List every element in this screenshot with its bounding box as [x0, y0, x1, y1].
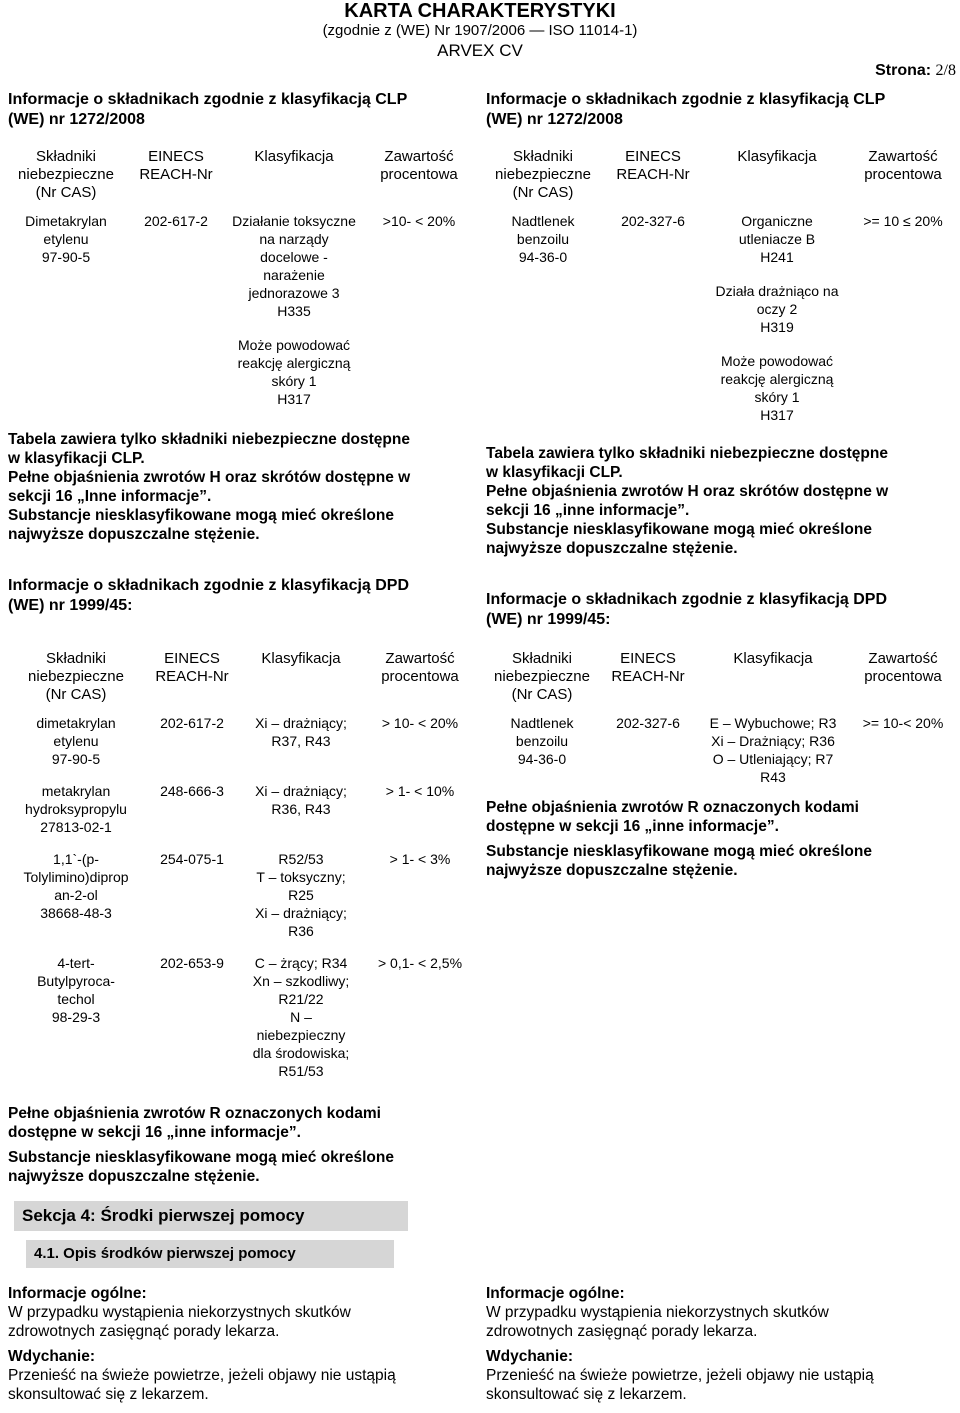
classification-block — [706, 212, 848, 266]
ingredient-line: 38668-48-3 — [40, 905, 112, 921]
classification-line: R43 — [760, 769, 786, 785]
header-classification: Klasyfikacja — [254, 148, 334, 165]
classification-line: Działa drażniąco na — [715, 283, 839, 299]
classification-line: H241 — [760, 249, 794, 265]
classification-line: niebezpieczny — [256, 1027, 346, 1043]
note-line: najwyższe dopuszczalne stężenie. — [486, 862, 738, 879]
classification-line: reakcję alergiczną — [720, 371, 834, 387]
page-label: Strona: — [875, 62, 932, 79]
header-classification: Klasyfikacja — [261, 650, 341, 667]
table-header-row — [8, 144, 478, 208]
table-row — [8, 208, 478, 418]
ingredient-line: 94-36-0 — [518, 249, 568, 265]
classification-line: H317 — [760, 407, 794, 423]
classification-line: H317 — [277, 391, 311, 407]
classification-line: R37, R43 — [271, 733, 331, 749]
table-header-row — [486, 646, 958, 710]
classification-cell — [240, 778, 362, 846]
header-content — [848, 144, 958, 208]
classification-line: R36 — [288, 923, 314, 939]
header-ingredient-line: niebezpieczne — [494, 668, 590, 685]
classification-line: R21/22 — [278, 991, 324, 1007]
content-cell: > 0,1- < 2,5% — [377, 955, 463, 971]
header-ingredient — [486, 144, 600, 208]
note-line: dostępne w sekcji 16 „inne informacje”. — [8, 1124, 301, 1141]
einecs-cell: 254-075-1 — [160, 851, 224, 867]
note-line: Substancje niesklasyfikowane mogą mieć określone — [8, 507, 394, 524]
first-aid-left — [8, 1284, 478, 1404]
header-content — [360, 144, 478, 208]
ingredient-line: techol — [57, 991, 95, 1007]
header-content — [848, 646, 958, 710]
classification-line: Może powodować — [720, 353, 834, 369]
header-ingredient-line: (Nr CAS) — [511, 686, 573, 703]
classification-line: na narządy — [259, 231, 329, 247]
general-info-text-1: W przypadku wystąpienia niekorzystnych skutków — [486, 1304, 829, 1321]
clp-table-right — [486, 144, 958, 434]
header-content-line: Zawartość — [868, 650, 938, 667]
first-aid-right — [486, 1284, 958, 1404]
classification-line: R51/53 — [278, 1063, 324, 1079]
note-line: Tabela zawiera tylko składniki niebezpieczne dostępne — [486, 445, 888, 462]
ingredient-line: 98-29-3 — [51, 1009, 101, 1025]
note-line: Pełne objaśnienia zwrotów H oraz skrótów dostępne w — [8, 469, 411, 486]
inhalation-label: Wdychanie: — [486, 1348, 573, 1365]
einecs-cell: 202-617-2 — [144, 213, 208, 229]
classification-line: Xi – drażniący; — [255, 905, 347, 921]
dpd-table-left — [8, 646, 478, 1090]
einecs-cell: 202-653-9 — [160, 955, 224, 971]
classification-line: T – toksyczny; — [256, 869, 346, 885]
classification-block — [228, 212, 360, 320]
classification-cell — [706, 208, 848, 434]
ingredient-cell — [486, 208, 600, 434]
note-line: dostępne w sekcji 16 „inne informacje”. — [486, 818, 779, 835]
classification-line: Organiczne — [741, 213, 813, 229]
content-cell: >= 10 ≤ 20% — [863, 213, 943, 229]
classification-line: reakcję alergiczną — [237, 355, 351, 371]
header-content-line: procentowa — [864, 668, 942, 685]
header-einecs — [144, 646, 240, 710]
inhalation-text-2: skonsultować się z lekarzem. — [8, 1386, 209, 1403]
ingredient-line: Dimetakrylan — [25, 213, 107, 229]
table-row — [8, 950, 478, 1090]
document-title: KARTA CHARAKTERYSTYKI — [344, 0, 616, 22]
ingredient-cell — [8, 710, 144, 778]
table-row — [8, 710, 478, 778]
classification-line: Działanie toksyczne — [232, 213, 356, 229]
header-ingredient-line: niebezpieczne — [28, 668, 124, 685]
header-ingredient — [8, 646, 144, 710]
classification-line: Xi – drażniący; — [255, 783, 347, 799]
header-content-line: procentowa — [864, 166, 942, 183]
classification-line: Może powodować — [237, 337, 351, 353]
header-einecs-line: EINECS — [164, 650, 220, 667]
table-row — [8, 778, 478, 846]
ingredient-line: an-2-ol — [54, 887, 98, 903]
note-line: najwyższe dopuszczalne stężenie. — [486, 540, 738, 557]
note-line: sekcji 16 „inne informacje”. — [486, 502, 690, 519]
note-line: Substancje niesklasyfikowane mogą mieć określone — [486, 843, 872, 860]
table-row — [8, 846, 478, 950]
note-line: Pełne objaśnienia zwrotów R oznaczonych kodami — [8, 1105, 381, 1122]
ingredient-line: benzoilu — [516, 231, 570, 247]
ingredient-cell — [8, 778, 144, 846]
header-content-line: Zawartość — [385, 650, 455, 667]
table-row — [486, 710, 958, 796]
ingredient-line: 97-90-5 — [51, 751, 101, 767]
note-line: Substancje niesklasyfikowane mogą mieć określone — [486, 521, 872, 538]
header-einecs-line: EINECS — [620, 650, 676, 667]
classification-line: skóry 1 — [754, 389, 800, 405]
note-line: Pełne objaśnienia zwrotów R oznaczonych kodami — [486, 799, 859, 816]
classification-line: H335 — [277, 303, 311, 319]
ingredient-line: 97-90-5 — [41, 249, 91, 265]
header-einecs-line: EINECS — [625, 148, 681, 165]
classification-line: narażenie — [263, 267, 325, 283]
classification-line: H319 — [760, 319, 794, 335]
classification-line: N – — [290, 1009, 312, 1025]
einecs-cell: 202-327-6 — [621, 213, 685, 229]
clp-title-right: Informacje o składnikach zgodnie z klasyfikacją CLP (WE) nr 1272/2008 — [486, 91, 886, 128]
ingredient-line: 27813-02-1 — [40, 819, 112, 835]
header-einecs-line: REACH-Nr — [616, 166, 690, 183]
ingredient-cell — [486, 710, 598, 796]
general-info-text-2: zdrowotnych zasięgnąć porady lekarza. — [8, 1323, 280, 1340]
header-content — [362, 646, 478, 710]
header-content-line: procentowa — [380, 166, 458, 183]
header-ingredient-line: niebezpieczne — [495, 166, 591, 183]
classification-cell — [240, 846, 362, 950]
inhalation-text-1: Przenieść na świeże powietrze, jeżeli objawy nie ustąpią — [8, 1367, 396, 1384]
ingredient-cell — [8, 846, 144, 950]
inhalation-text-2: skonsultować się z lekarzem. — [486, 1386, 687, 1403]
note-line: Substancje niesklasyfikowane mogą mieć określone — [8, 1149, 394, 1166]
classification-line: Xi – Drażniący; R36 — [711, 733, 835, 749]
classification-line: skóry 1 — [271, 373, 317, 389]
ingredient-line: etylenu — [43, 231, 89, 247]
header-einecs-line: REACH-Nr — [139, 166, 213, 183]
clp-table-left — [8, 144, 478, 418]
classification-cell — [698, 710, 848, 796]
classification-line: E – Wybuchowe; R3 — [709, 715, 837, 731]
clp-notes-right — [486, 444, 958, 558]
page-number — [875, 62, 956, 80]
table-header-row — [486, 144, 958, 208]
ingredient-line: 94-36-0 — [517, 751, 567, 767]
header-ingredient-line: (Nr CAS) — [45, 686, 107, 703]
ingredient-line: Nadtlenek — [510, 715, 574, 731]
table-header-row — [8, 646, 478, 710]
classification-line: oczy 2 — [756, 301, 798, 317]
classification-line: R25 — [288, 887, 314, 903]
inhalation-text-1: Przenieść na świeże powietrze, jeżeli objawy nie ustąpią — [486, 1367, 874, 1384]
classification-cell — [240, 710, 362, 778]
ingredient-cell — [8, 208, 124, 418]
header-classification: Klasyfikacja — [737, 148, 817, 165]
classification-line: jednorazowe 3 — [248, 285, 340, 301]
content-cell: >= 10-< 20% — [862, 715, 944, 731]
header-ingredient-line: Składniki — [45, 650, 107, 667]
dpd-title-left: Informacje o składnikach zgodnie z klasyfikacją DPD (WE) nr 1999/45: — [8, 577, 410, 614]
inhalation-label: Wdychanie: — [8, 1348, 95, 1365]
header-ingredient-line: Składniki — [511, 650, 573, 667]
header-ingredient-line: (Nr CAS) — [512, 184, 574, 201]
header-einecs — [124, 144, 228, 208]
header-content-line: procentowa — [381, 668, 459, 685]
content-cell: > 10- < 20% — [381, 715, 459, 731]
classification-line: dla środowiska; — [252, 1045, 350, 1061]
classification-line: Xi – drażniący; — [255, 715, 347, 731]
header-ingredient — [486, 646, 598, 710]
general-info-text-1: W przypadku wystąpienia niekorzystnych skutków — [8, 1304, 351, 1321]
dpd-notes-left — [8, 1104, 478, 1186]
header-einecs-line: EINECS — [148, 148, 204, 165]
ingredient-line: benzoilu — [515, 733, 569, 749]
clp-notes-left — [8, 430, 478, 544]
header-content-line: Zawartość — [868, 148, 938, 165]
product-name: ARVEX CV — [437, 41, 523, 60]
page-value: 2/8 — [935, 62, 956, 79]
section-4-header: Sekcja 4: Środki pierwszej pomocy — [14, 1201, 408, 1231]
classification-line: R36, R43 — [271, 801, 331, 817]
einecs-cell: 248-666-3 — [160, 783, 224, 799]
ingredient-line: 1,1`-(p- — [53, 851, 99, 867]
header-classification: Klasyfikacja — [733, 650, 813, 667]
header-ingredient-line: (Nr CAS) — [35, 184, 97, 201]
note-line: w klasyfikacji CLP. — [8, 450, 145, 467]
clp-title-left: Informacje o składnikach zgodnie z klasyfikacją CLP (WE) nr 1272/2008 — [8, 91, 408, 128]
classification-cell — [228, 208, 360, 418]
classification-block — [228, 336, 360, 408]
content-cell: >10- < 20% — [382, 213, 456, 229]
header-content-line: Zawartość — [384, 148, 454, 165]
ingredient-line: Tolylimino)diprop — [23, 869, 129, 885]
header-ingredient-line: Składniki — [512, 148, 574, 165]
classification-line: utleniacze B — [738, 231, 816, 247]
header-ingredient — [8, 144, 124, 208]
general-info-label: Informacje ogólne: — [486, 1285, 625, 1302]
header-einecs-line: REACH-Nr — [155, 668, 229, 685]
classification-cell — [240, 950, 362, 1090]
einecs-cell: 202-327-6 — [616, 715, 680, 731]
ingredient-line: etylenu — [53, 733, 99, 749]
content-cell: > 1- < 10% — [385, 783, 455, 799]
general-info-label: Informacje ogólne: — [8, 1285, 147, 1302]
ingredient-line: Nadtlenek — [511, 213, 575, 229]
ingredient-line: metakrylan — [41, 783, 111, 799]
classification-line: R52/53 — [278, 851, 324, 867]
einecs-cell: 202-617-2 — [160, 715, 224, 731]
header-ingredient-line: Składniki — [35, 148, 97, 165]
note-line: najwyższe dopuszczalne stężenie. — [8, 526, 260, 543]
header-ingredient-line: niebezpieczne — [18, 166, 114, 183]
document-subtitle: (zgodnie z (WE) Nr 1907/2006 — ISO 11014-1) — [322, 22, 638, 39]
general-info-text-2: zdrowotnych zasięgnąć porady lekarza. — [486, 1323, 758, 1340]
classification-line: docelowe - — [260, 249, 328, 265]
ingredient-line: dimetakrylan — [36, 715, 116, 731]
classification-block — [706, 282, 848, 336]
section-4-1-header: 4.1. Opis środków pierwszej pomocy — [26, 1240, 394, 1268]
content-cell: > 1- < 3% — [389, 851, 451, 867]
note-line: Pełne objaśnienia zwrotów H oraz skrótów dostępne w — [486, 483, 889, 500]
header-einecs-line: REACH-Nr — [611, 668, 685, 685]
classification-line: C – żrący; R34 — [254, 955, 348, 971]
note-line: sekcji 16 „Inne informacje”. — [8, 488, 212, 505]
table-row — [486, 208, 958, 434]
dpd-notes-right — [486, 798, 958, 880]
classification-line: O – Utleniający; R7 — [712, 751, 834, 767]
ingredient-line: Butylpyroca- — [37, 973, 115, 989]
note-line: w klasyfikacji CLP. — [486, 464, 623, 481]
note-line: najwyższe dopuszczalne stężenie. — [8, 1168, 260, 1185]
note-line: Tabela zawiera tylko składniki niebezpieczne dostępne — [8, 431, 410, 448]
classification-block — [706, 352, 848, 424]
header-einecs — [600, 144, 706, 208]
ingredient-cell — [8, 950, 144, 1090]
classification-line: Xn – szkodliwy; — [252, 973, 350, 989]
dpd-table-right — [486, 646, 958, 796]
dpd-title-right: Informacje o składnikach zgodnie z klasyfikacją DPD (WE) nr 1999/45: — [486, 591, 888, 628]
ingredient-line: hydroksypropylu — [25, 801, 127, 817]
header-einecs — [598, 646, 698, 710]
ingredient-line: 4-tert- — [57, 955, 95, 971]
